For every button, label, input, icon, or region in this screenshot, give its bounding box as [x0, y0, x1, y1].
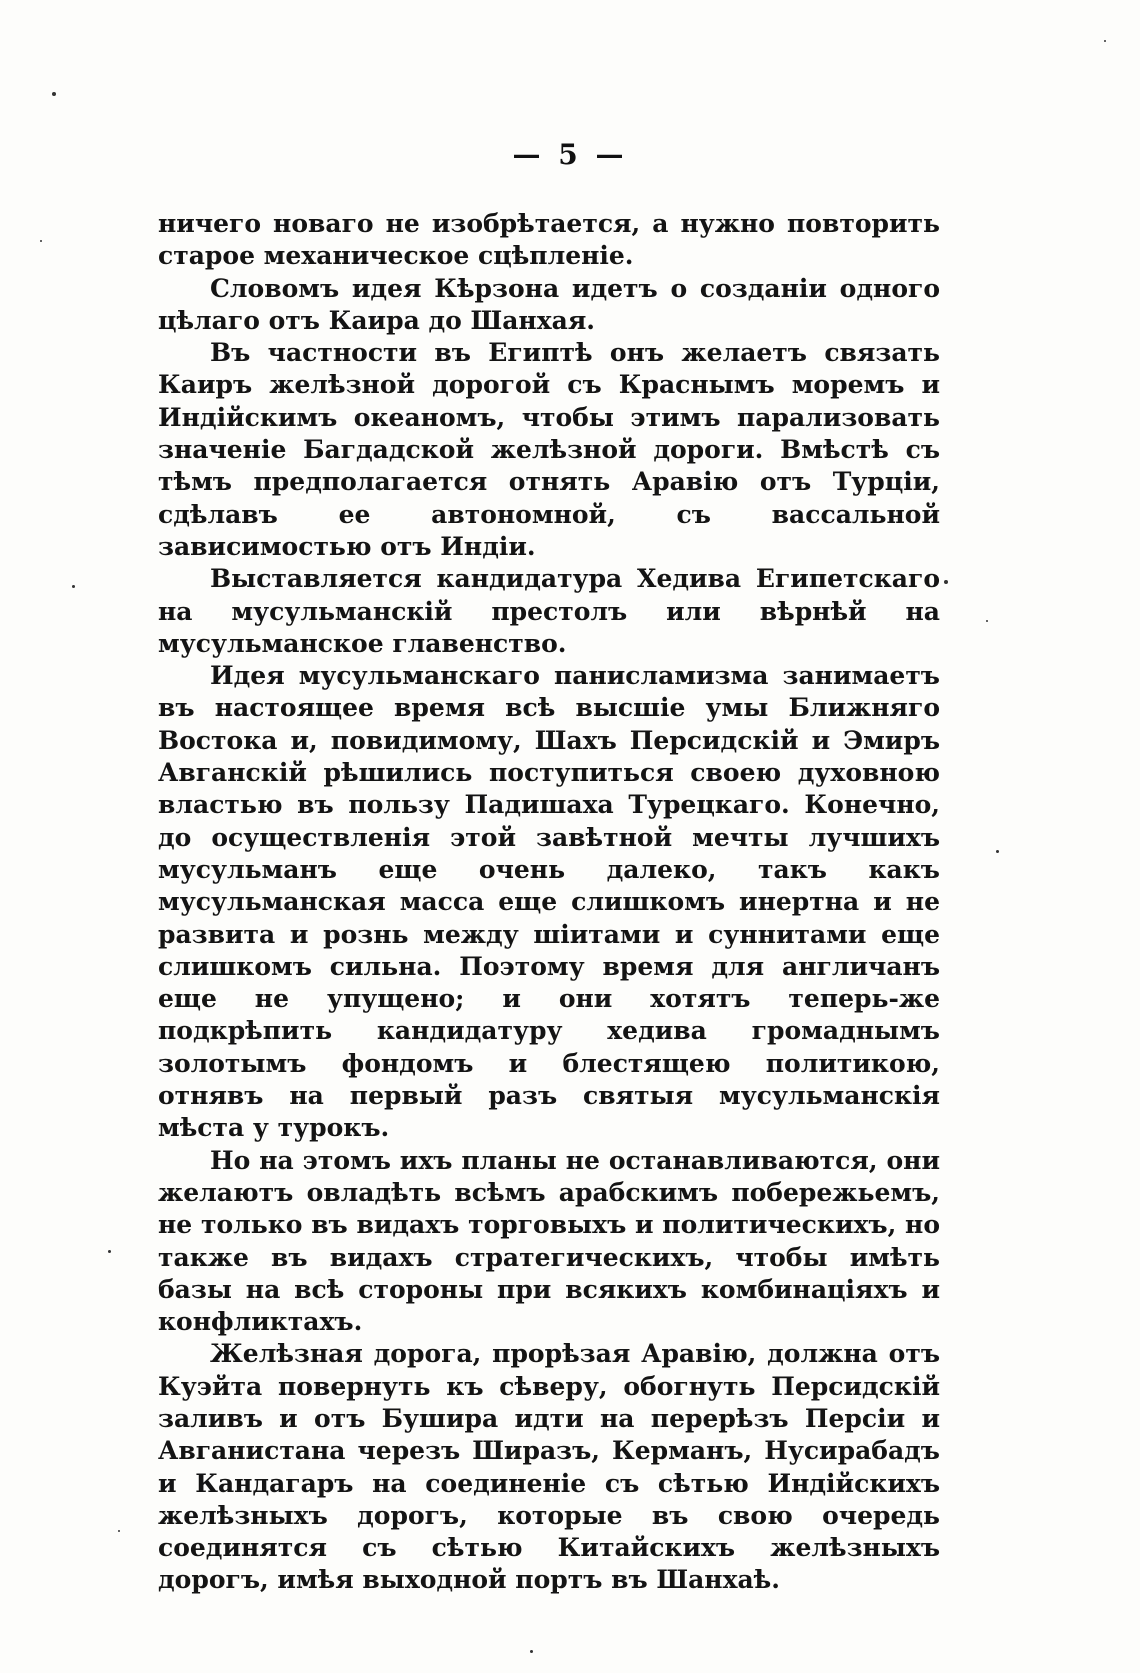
scan-speck	[986, 620, 988, 622]
scan-speck	[52, 92, 56, 96]
scan-speck	[530, 1650, 533, 1653]
paragraph-6: Но на этомъ ихъ планы не останавливаются, они желаютъ овладѣть всѣмъ арабскимъ побережьемъ, не только въ видахъ торговыхъ и политическихъ, но также въ видахъ стратегическихъ, чтобы имѣть базы на всѣ стороны при всякихъ комбинаціяхъ и конфликтахъ.	[158, 1145, 940, 1337]
body-text	[158, 208, 940, 1597]
paragraph-1: ничего новаго не изобрѣтается, а нужно повторить старое механическое сцѣпленіе.	[158, 209, 940, 271]
paragraph-5: Идея мусульманскаго панисламизма занимаетъ въ настоящее время всѣ высшіе умы Ближняго Востока и, повидимому, Шахъ Персидскій и Эмиръ Авганскій рѣшились поступиться своею духовною властью въ пользу Падишаха Турецкаго. Конечно, до осуществленія этой завѣтной мечты лучшихъ мусульманъ еще очень далеко, такъ какъ мусульманская масса еще слишкомъ инертна и не развита и рознь между шіитами и суннитами еще слишкомъ сильна. Поэтому время для англичанъ еще не упущено; и они хотятъ теперь-же подкрѣпить кандидатуру хедива громаднымъ золотымъ фондомъ и блестящею политикою, отнявъ на первый разъ святыя мусульманскія мѣста у турокъ.	[158, 661, 940, 1143]
paragraph-2: Словомъ идея Кѣрзона идетъ о созданіи одного цѣлаго отъ Каира до Шанхая.	[158, 273, 940, 335]
scan-speck	[944, 580, 948, 584]
scan-speck	[108, 1250, 111, 1253]
scan-speck	[40, 240, 42, 242]
scan-speck	[72, 585, 75, 588]
page-number: — 5 —	[512, 138, 628, 171]
paragraph-7: Желѣзная дорога, прорѣзая Аравію, должна отъ Куэйта повернуть къ сѣверу, обогнуть Персидскій заливъ и отъ Бушира идти на перерѣзъ Персіи и Авганистана черезъ Ширазъ, Керманъ, Нусирабадъ и Кандагаръ на соединеніе съ сѣтью Индійскихъ желѣзныхъ дорогъ, которые въ свою очередь соединятся съ сѣтью Китайскихъ желѣзныхъ дорогъ, имѣя выходной портъ въ Шанхаѣ.	[158, 1339, 940, 1595]
scan-speck	[996, 850, 999, 853]
paragraph-3: Въ частности въ Египтѣ онъ желаетъ связать Каиръ желѣзной дорогой съ Краснымъ моремъ и Индійскимъ океаномъ, чтобы этимъ парализовать значеніе Багдадской желѣзной дороги. Вмѣстѣ съ тѣмъ предполагается отнять Аравію отъ Турціи, сдѣлавъ ее автономной, съ вассальной зависимостью отъ Индіи.	[158, 338, 940, 561]
scan-speck	[118, 1530, 120, 1532]
paragraph-4: Выставляется кандидатура Хедива Египетскаго на мусульманскій престолъ или вѣрнѣй на мусульманское главенство.	[158, 564, 940, 658]
scan-speck	[1104, 40, 1106, 42]
